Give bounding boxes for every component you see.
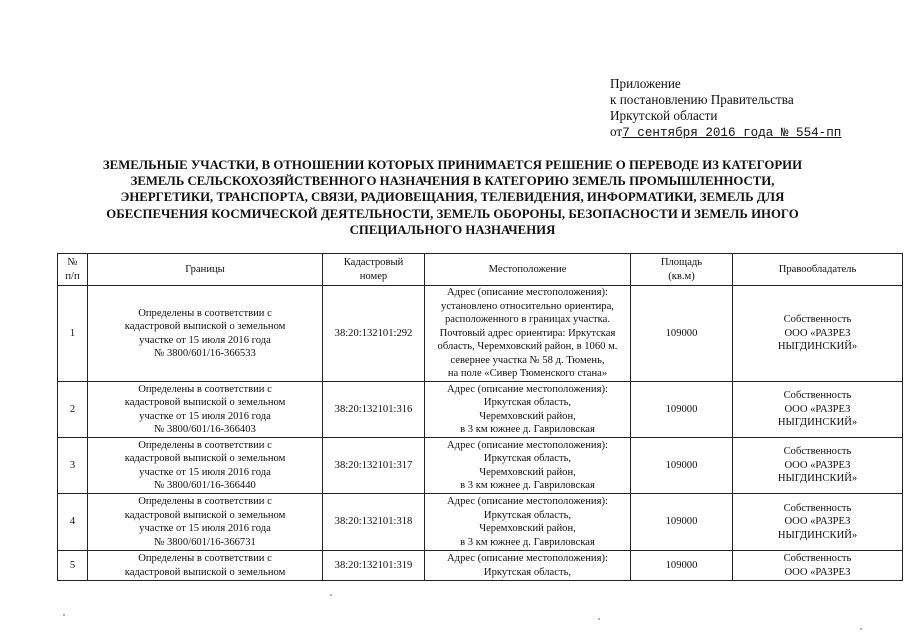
text-line: участке от 15 июля 2016 года [139,466,271,478]
land-plots-table [57,253,903,581]
text-line: Адрес (описание местоположения): [447,287,608,299]
row-borders [88,494,323,551]
text-line: НЫГДИНСКИЙ» [777,529,858,541]
row-cadastral: 38:20:132101:318 [323,494,425,551]
title-line: ЗЕМЕЛЬНЫЕ УЧАСТКИ, В ОТНОШЕНИИ КОТОРЫХ ПРИНИМАЕТСЯ РЕШЕНИЕ О ПЕРЕВОДЕ ИЗ КАТЕГОРИИ [102,158,803,172]
appendix-block [610,76,890,141]
text-line: НЫГДИНСКИЙ» [777,417,858,429]
text-line: кадастровой выпиской о земельном [124,321,286,332]
row-area: 109000 [631,551,733,581]
row-cadastral: 38:20:132101:317 [323,438,425,494]
appendix-resolution-line: к постановлению Правительства [610,92,794,107]
text-line: НЫГДИНСКИЙ» [777,473,858,485]
text-line: Адрес (описание местоположения): [447,553,608,564]
text-line: участке от 15 июля 2016 года [139,334,271,346]
text-line: № 3800/601/16-366533 [154,348,256,359]
document-title [40,157,865,238]
text-line: Адрес (описание местоположения): [447,496,608,507]
header-number [58,254,88,286]
table-row [58,494,903,551]
header-borders: Границы [88,254,323,286]
text-line: Определены в соответствии с [138,307,272,319]
text-line: Адрес (описание местоположения): [447,383,608,395]
text-line: в 3 км южнее д. Гавриловская [460,480,595,491]
row-cadastral: 38:20:132101:319 [323,551,425,581]
text-line: расположенного в границах участка. [444,314,611,326]
row-number: 3 [58,438,88,494]
table-row [58,551,903,581]
text-line: Иркутская область, [483,509,572,521]
text-line: Собственность [783,553,852,564]
text-line: Адрес (описание местоположения): [447,439,608,451]
title-line: ЭНЕРГЕТИКИ, ТРАНСПОРТА, СВЯЗИ, РАДИОВЕЩАНИЯ, ТЕЛЕВИДЕНИЯ, ИНФОРМАТИКИ, ЗЕМЕЛЬ ДЛЯ [120,190,785,205]
text-line: Черемховский район, [479,466,576,478]
row-location [425,494,631,551]
header-owner: Правообладатель [733,254,903,286]
text-line: № 3800/601/16-366403 [154,424,256,435]
scan-speck [598,618,600,620]
text-line: кадастровой выпиской о земельном [124,509,286,521]
text-line: ООО «РАЗРЕЗ [784,403,851,415]
text-line: участке от 15 июля 2016 года [139,410,271,422]
appendix-date-value: 7 сентября 2016 года № 554-пп [622,126,842,140]
text-line: область, Черемховский район, в 1060 м. [437,341,618,353]
header-number-line1: № [67,257,78,268]
row-cadastral: 38:20:132101:292 [323,286,425,382]
row-location [425,438,631,494]
text-line: Определены в соответствии с [138,439,272,451]
text-line: Собственность [783,446,852,458]
text-line: в 3 км южнее д. Гавриловская [460,536,595,548]
table-row [58,286,903,382]
text-line: ООО «РАЗРЕЗ [784,459,851,471]
appendix-date-line [610,124,890,141]
header-cadastral-line2: номер [359,270,388,282]
table-header-row [58,254,903,286]
text-line: севернее участка № 58 д. Тюмень, [450,354,605,366]
header-area-line1: Площадь [660,257,703,268]
row-borders [88,286,323,382]
text-line: Собственность [783,502,852,514]
scan-speck [63,614,65,616]
text-line: кадастровой выпиской о земельном [124,453,286,464]
text-line: Почтовый адрес ориентира: Иркутская [439,327,616,339]
text-line: № 3800/601/16-366731 [154,536,256,548]
header-number-line2: п/п [65,270,80,282]
text-line: Черемховский район, [479,410,576,422]
title-line: СПЕЦИАЛЬНОГО НАЗНАЧЕНИЯ [349,222,556,237]
appendix-region-line: Иркутской области [610,108,718,123]
table-row [58,382,903,438]
text-line: ООО «РАЗРЕЗ [784,566,851,578]
appendix-date-prefix: от [610,124,623,139]
text-line: кадастровой выпиской о земельном [124,397,286,408]
row-area: 109000 [631,438,733,494]
header-cadastral [323,254,425,286]
text-line: Иркутская область, [483,397,572,408]
text-line: участке от 15 июля 2016 года [139,523,271,534]
row-borders [88,551,323,581]
text-line: НЫГДИНСКИЙ» [777,341,858,353]
table-row [58,438,903,494]
row-number: 4 [58,494,88,551]
text-line: в 3 км южнее д. Гавриловская [460,424,595,435]
text-line: ООО «РАЗРЕЗ [784,516,851,528]
header-cadastral-line1: Кадастровый [343,257,404,268]
row-owner [733,551,903,581]
header-area [631,254,733,286]
title-line: ЗЕМЕЛЬ СЕЛЬСКОХОЗЯЙСТВЕННОГО НАЗНАЧЕНИЯ В КАТЕГОРИЮ ЗЕМЕЛЬ ПРОМЫШЛЕННОСТИ, [130,174,775,189]
row-owner [733,438,903,494]
row-cadastral: 38:20:132101:316 [323,382,425,438]
appendix-heading: Приложение [610,76,681,91]
title-line: ОБЕСПЕЧЕНИЯ КОСМИЧЕСКОЙ ДЕЯТЕЛЬНОСТИ, ЗЕМЕЛЬ ОБОРОНЫ, БЕЗОПАСНОСТИ И ЗЕМЕЛЬ ИНОГО [106,206,799,221]
row-number: 2 [58,382,88,438]
row-owner [733,494,903,551]
row-number: 1 [58,286,88,382]
text-line: ООО «РАЗРЕЗ [784,327,851,339]
header-area-line2: (кв.м) [668,270,695,282]
text-line: Собственность [783,314,852,326]
row-area: 109000 [631,494,733,551]
text-line: Черемховский район, [479,523,576,534]
row-borders [88,438,323,494]
text-line: на поле «Сивер Тюменского стана» [447,368,608,380]
row-location [425,382,631,438]
scan-speck [860,628,862,630]
row-location [425,551,631,581]
row-location [425,286,631,382]
row-owner [733,382,903,438]
row-number: 5 [58,551,88,581]
row-area: 109000 [631,382,733,438]
text-line: Определены в соответствии с [138,553,272,564]
text-line: Определены в соответствии с [138,496,272,507]
scan-speck [330,594,332,596]
text-line: установлено относительно ориентира, [441,300,614,312]
text-line: Иркутская область, [483,566,572,578]
text-line: кадастровой выпиской о земельном [124,566,286,578]
row-area: 109000 [631,286,733,382]
text-line: Иркутская область, [483,453,572,464]
text-line: Определены в соответствии с [138,383,272,395]
row-owner [733,286,903,382]
header-location: Местоположение [425,254,631,286]
text-line: Собственность [783,390,852,402]
text-line: № 3800/601/16-366440 [154,480,256,491]
row-borders [88,382,323,438]
